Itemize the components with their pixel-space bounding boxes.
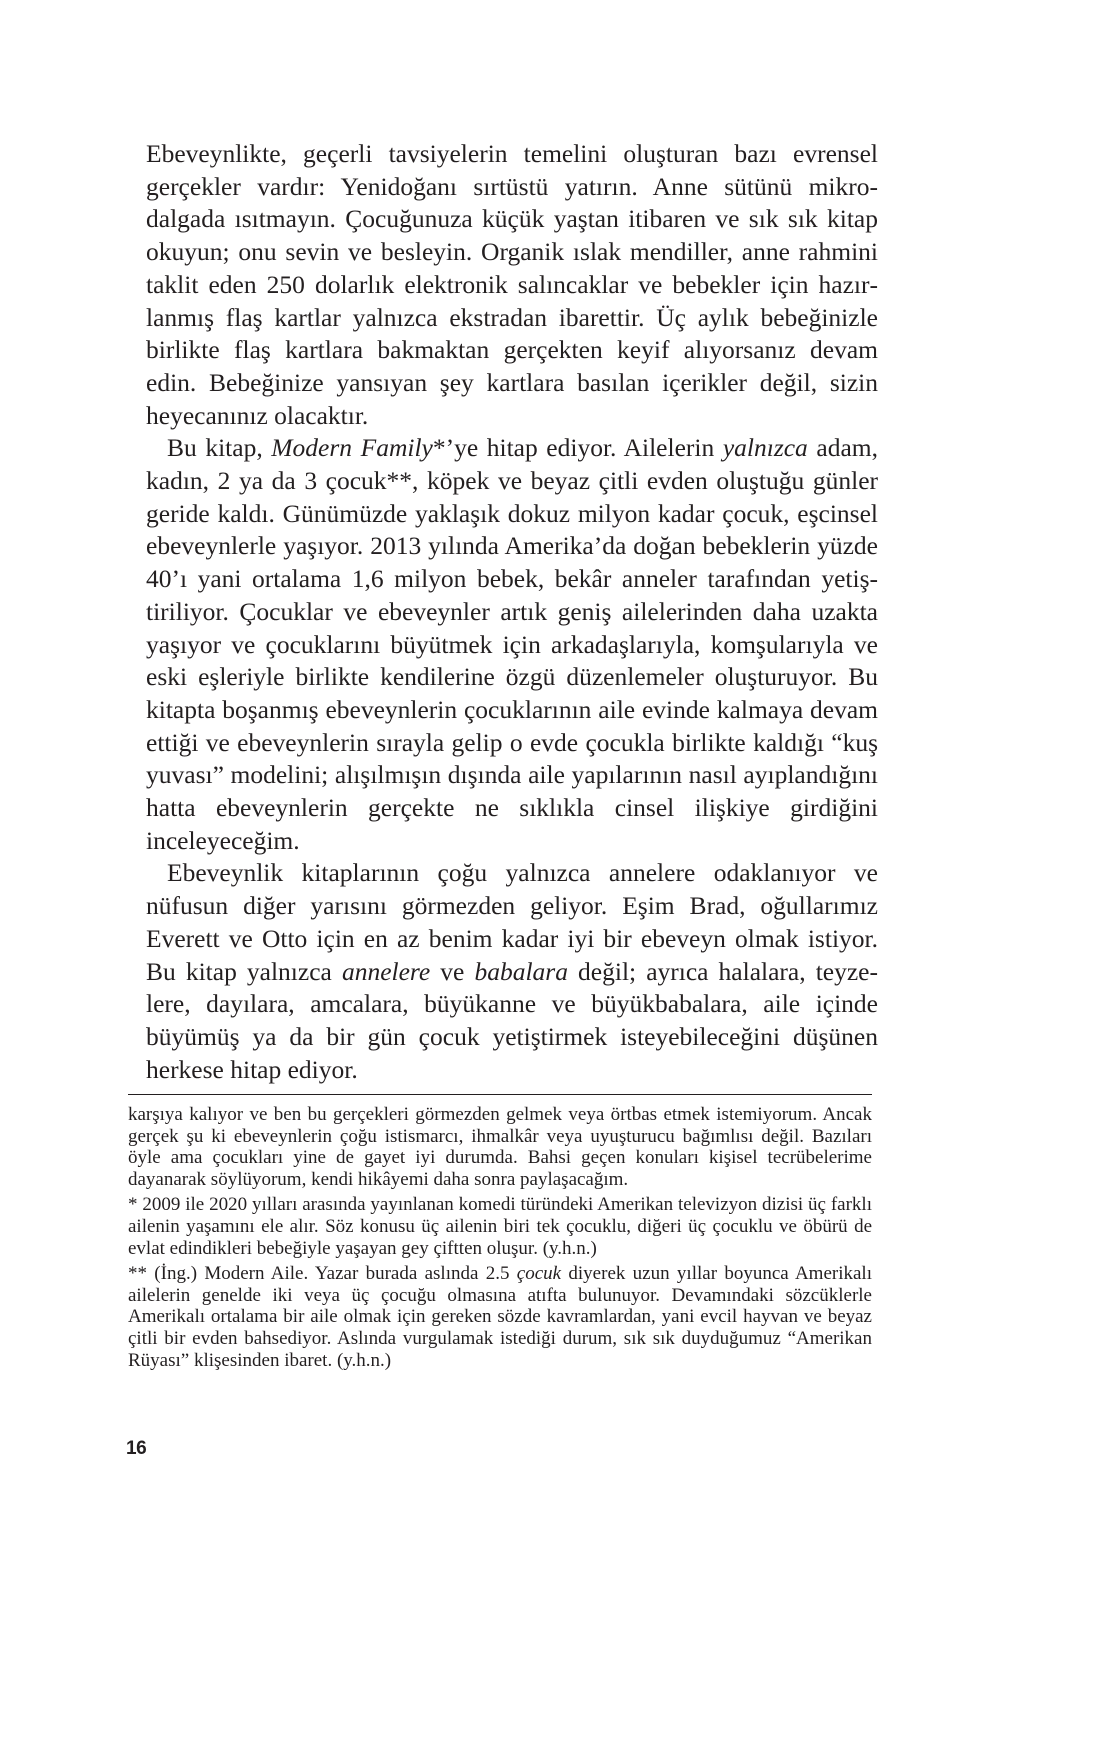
text-span: *’ye hitap ediyor. Ailelerin bbox=[432, 433, 723, 463]
footnote-1: * 2009 ile 2020 yılları arasında yayınlanan komedi türündeki Amerikan televizyon dizisi üç farklı ailenin yaşamını ele alır. Söz konusu üç ailenin biri tek çocuklu, diğeri üç çocuklu ve öbürü de evlat edindikleri bebeğiyle yaşayan gey çiftten oluşur. (y.h.n.) bbox=[128, 1194, 872, 1259]
italic-title: Modern Family bbox=[271, 433, 433, 463]
text-span: diyerek uzun yıllar boyunca Amerikalı ailelerin genelde iki veya üç çocuğu olmasına atıfta bulunuyor. Devamındaki sözcüklerle Amerikalı ortalama bir aile olmak için gereken sözde kavramlardan, yani evcil hayvan ve beyaz çitli bir evden bahsediyor. Aslında vurgulamak istediği durum, sık sık duyduğumuz “Amerikan Rüyası” klişesinden ibaret. (y.h.n.) bbox=[128, 1263, 872, 1371]
main-text bbox=[146, 138, 878, 1086]
text-span: değil; ayrıca halalara, teyzelere, dayılara, amcalara, büyükanne ve büyükbabalara, aile içinde büyümüş ya da bir gün çocuk yetiştirmek isteyebileceğini düşünen herkese hitap ediyor. bbox=[146, 956, 878, 1084]
footnote-2 bbox=[128, 1263, 872, 1371]
italic-word: babalara bbox=[474, 956, 568, 986]
footnote-continuation: karşıya kalıyor ve ben bu gerçekleri görmezden gelmek veya örtbas etmek istemiyorum. Ancak gerçek şu ki ebeveynlerin çoğu istismarcı, ihmalkâr veya uyuşturucu bağımlısı değil. Bazıları öyle ama çocukları yine de gayet iyi durumda. Bahsi geçen konuları kişisel tecrübelerime dayanarak söylüyorum, kendi hikâyemi daha sonra paylaşacağım. bbox=[128, 1104, 872, 1190]
footnotes bbox=[128, 1104, 872, 1375]
page-number: 16 bbox=[126, 1438, 147, 1459]
text-span: ** (İng.) Modern Aile. Yazar burada aslında 2.5 bbox=[128, 1263, 517, 1285]
footnote-divider bbox=[128, 1094, 872, 1095]
text-span: Bu kitap, bbox=[167, 433, 272, 463]
paragraph-3 bbox=[146, 857, 878, 1086]
text-span: adam, kadın, 2 ya da 3 çocuk**, köpek ve beyaz çitli evden oluştuğu günler geride kaldı. Günümüzde yaklaşık dokuz milyon kadar çocuk, eşcinsel ebeveynlerle yaşıyor. 2013 yılında Amerika’da doğan bebeklerin yüzde 40’ı yani ortalama 1,6 milyon bebek, bekâr anneler tarafından yetiştiriliyor. Çocuklar ve ebeveynler artık geniş ailelerinden daha uzakta yaşıyor ve çocuklarını büyütmek için arkadaşlarıyla, komşularıyla ve eski eşleriyle birlikte kendilerine özgü düzenlemeler oluşturuyor. Bu kitapta boşanmış ebeveynlerin çocuklarının aile evinde kalmaya devam ettiği ve ebeveynlerin sırayla gelip o evde çocukla birlikte kaldığı “kuş yuvası” modelini; alışılmışın dışında aile yapılarının nasıl ayıplandığını hatta ebeveynlerin gerçekte ne sıklıkla cinsel ilişkiye girdiğini inceleyeceğim. bbox=[146, 433, 878, 855]
paragraph-2 bbox=[146, 432, 878, 857]
italic-word: annelere bbox=[341, 956, 431, 986]
italic-word: çocuk bbox=[516, 1263, 562, 1285]
paragraph-1: Ebeveynlikte, geçerli tavsiyelerin temelini oluşturan bazı evrensel gerçekler vardır: Yenidoğanı sırtüstü yatırın. Anne sütünü mikrodalgada ısıtmayın. Çocuğunuza küçük yaştan itibaren ve sık sık kitap okuyun; onu sevin ve besleyin. Organik ıslak mendiller, anne rahmini taklit eden 250 dolarlık elektronik salıncaklar ve bebekler için hazırlanmış flaş kartlar yalnızca ekstradan ibarettir. Üç aylık bebeğinizle birlikte flaş kartlara bakmaktan gerçekten keyif alıyorsanız devam edin. Bebeğinize yansıyan şey kartlara basılan içerikler değil, sizin heyecanınız olacaktır. bbox=[146, 139, 878, 430]
text-span: ve bbox=[430, 956, 475, 986]
italic-word: yalnızca bbox=[722, 433, 808, 463]
text-span: Ebeveynlik kitaplarının çoğu yalnızca annelere odaklanıyor ve nüfusun diğer yarısını görmezden geliyor. Eşim Brad, oğullarımız Everett ve Otto için en az benim kadar iyi bir ebeveyn olmak istiyor. Bu kitap yalnızca bbox=[146, 858, 878, 986]
